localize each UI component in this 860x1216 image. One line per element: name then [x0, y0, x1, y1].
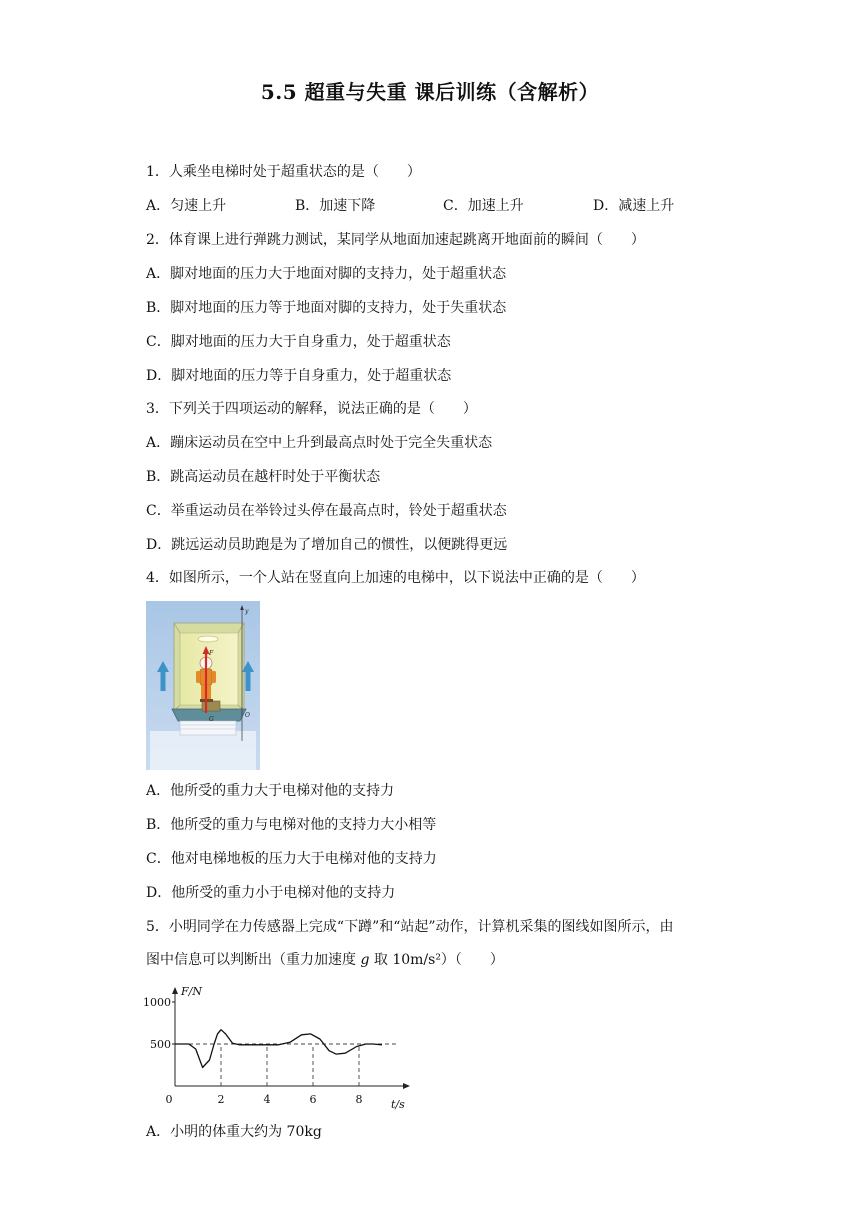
question-2-option-a: A．脚对地面的压力大于地面对脚的支持力，处于超重状态 [146, 266, 507, 282]
y-tick-label: 1000 [143, 996, 171, 1009]
question-2-option-b: B．脚对地面的压力等于地面对脚的支持力，处于失重状态 [146, 300, 507, 316]
question-4-option-a: A．他所受的重力大于电梯对他的支持力 [146, 783, 395, 799]
label-f: F [209, 650, 214, 657]
question-2-stem: 2．体育课上进行弹跳力测试，某同学从地面加速起跳离开地面前的瞬间（ ） [146, 232, 645, 248]
label-g: G [209, 716, 214, 723]
question-5-stem-pre: 图中信息可以判断出（重力加速度 [146, 952, 361, 968]
question-5-stem-line-2 [146, 950, 504, 970]
question-5-stem-line-1: 5．小明同学在力传感器上完成“下蹲”和“站起”动作，计算机采集的图线如图所示，由 [146, 919, 674, 935]
x-tick-label: 2 [217, 1093, 225, 1106]
question-1-stem: 1．人乘坐电梯时处于超重状态的是（ ） [146, 164, 421, 180]
elevator-figure [146, 601, 260, 770]
question-3-option-a: A．蹦床运动员在空中上升到最高点时处于完全失重状态 [146, 435, 493, 451]
question-1-option-d: D．减速上升 [593, 198, 675, 214]
x-tick-label: 0 [165, 1093, 173, 1106]
question-4-option-c: C．他对电梯地板的压力大于电梯对他的支持力 [146, 851, 437, 867]
force-time-chart [140, 982, 420, 1110]
question-2-option-c: C．脚对地面的压力大于自身重力，处于超重状态 [146, 334, 451, 350]
question-3-option-c: C．举重运动员在举铃过头停在最高点时，铃处于超重状态 [146, 503, 507, 519]
page-title: 5.5 超重与失重 课后训练（含解析） [260, 80, 600, 104]
x-tick-label: 6 [309, 1093, 317, 1106]
question-5-stem-post: 取 10m/s²）（ ） [369, 952, 504, 968]
label-o: O [245, 712, 250, 719]
question-2-option-d: D．脚对地面的压力等于自身重力，处于超重状态 [146, 368, 452, 384]
question-3-option-b: B．跳高运动员在越杆时处于平衡状态 [146, 469, 381, 485]
y-tick-label: 500 [150, 1038, 171, 1051]
question-1-option-a: A．匀速上升 [146, 198, 227, 214]
label-y: y [245, 608, 249, 615]
force-curve-series-0 [175, 1030, 382, 1068]
question-3-option-d: D．跳远运动员助跑是为了增加自己的惯性，以便跳得更远 [146, 537, 508, 553]
question-4-option-b: B．他所受的重力与电梯对他的支持力大小相等 [146, 817, 437, 833]
question-1-option-c: C．加速上升 [443, 198, 524, 214]
question-1-option-b: B．加速下降 [295, 198, 376, 214]
x-axis-label: t/s [391, 1098, 405, 1110]
x-tick-label: 4 [263, 1093, 271, 1106]
ceiling-light-icon [198, 636, 218, 642]
x-axis-arrow [403, 1083, 410, 1089]
y-axis-label: F/N [181, 985, 202, 998]
question-5-stem-g: g [360, 952, 370, 968]
question-4-stem: 4．如图所示，一个人站在竖直向上加速的电梯中，以下说法中正确的是（ ） [146, 570, 645, 586]
question-4-option-d: D．他所受的重力小于电梯对他的支持力 [146, 885, 396, 901]
x-tick-label: 8 [355, 1093, 363, 1106]
question-3-stem: 3．下列关于四项运动的解释，说法正确的是（ ） [146, 401, 477, 417]
y-axis-arrow [172, 987, 178, 994]
question-5-option-a: A．小明的体重大约为 70kg [146, 1124, 322, 1140]
